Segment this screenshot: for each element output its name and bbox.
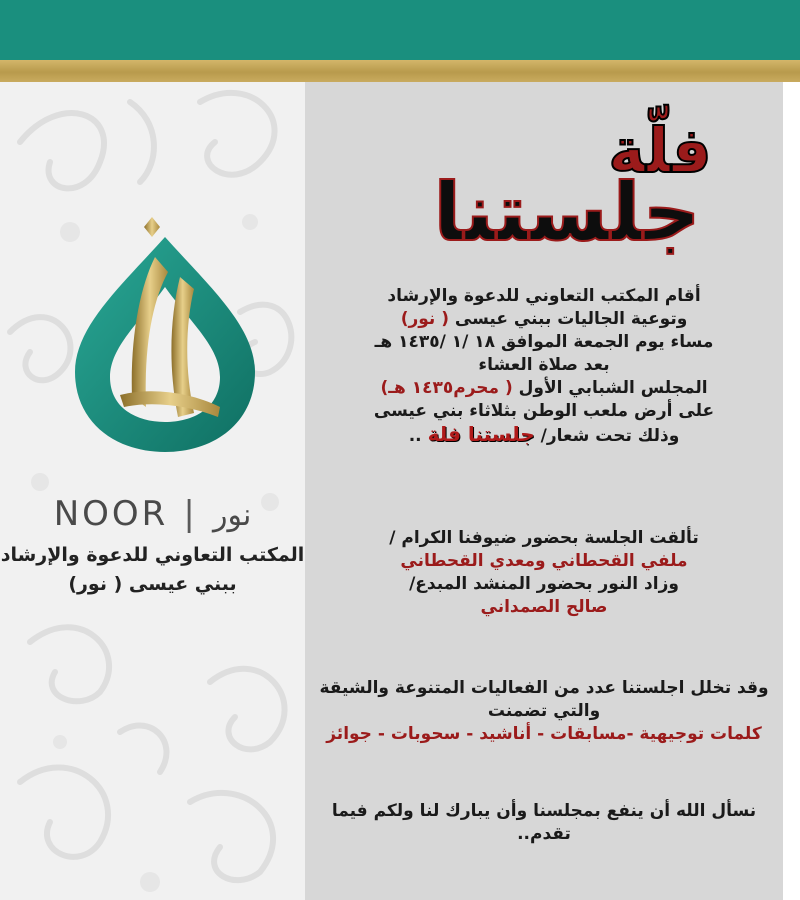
top-teal-bar	[0, 0, 800, 60]
p1-line-5-highlight: ( محرم١٤٣٥ هـ)	[380, 378, 513, 398]
gold-divider-bar	[0, 60, 800, 82]
office-line-2: ببني عيسى ( نور)	[68, 573, 237, 595]
paragraph-closing	[305, 800, 783, 846]
title-top-word: فلّة	[608, 114, 712, 187]
brand-name	[0, 494, 305, 534]
p1-line-7-text: وذلك تحت شعار/	[540, 426, 680, 446]
p4-line-1: نسأل الله أن ينفع بمجلسنا وأن يبارك لنا ولكم فيما	[331, 801, 757, 821]
paragraph-guests	[305, 527, 783, 619]
p2-line-1: تألقت الجلسة بحضور ضيوفنا الكرام /	[389, 528, 699, 548]
office-line-1: المكتب التعاوني للدعوة والإرشاد	[0, 544, 305, 566]
left-panel	[0, 82, 305, 900]
p2-line-2: ملفي القحطاني ومعدي القحطاني	[400, 551, 688, 571]
brand-separator: |	[183, 494, 198, 534]
paragraph-activities	[305, 677, 783, 746]
p1-line-6: على أرض ملعب الوطن بثلاثاء بني عيسى	[373, 401, 715, 421]
p3-line-3: كلمات توجيهية -مسابقات - أناشيد - سحوبات - جوائز	[326, 724, 762, 744]
p1-line-5	[305, 377, 783, 400]
p1-line-7	[305, 423, 783, 448]
p2-line-4: صالح الصمداني	[480, 597, 608, 617]
brand-arabic: نور	[212, 498, 252, 533]
p1-line-3: مساء يوم الجمعة الموافق ١٨ /١ /١٤٣٥ هـ	[374, 332, 714, 352]
p1-line-5-text: المجلس الشبابي الأول	[518, 378, 708, 398]
p1-line-2	[305, 308, 783, 331]
p1-line-1: أقام المكتب التعاوني للدعوة والإرشاد	[387, 286, 701, 306]
p1-slogan: جلستنا فلة	[427, 422, 535, 446]
brand-english: NOOR	[53, 494, 169, 534]
office-name	[0, 540, 305, 598]
p1-line-4: بعد صلاة العشاء	[478, 355, 610, 375]
noor-logo	[60, 217, 270, 457]
event-title	[305, 102, 783, 272]
p2-line-3: وزاد النور بحضور المنشد المبدع/	[409, 574, 679, 594]
p4-line-2: تقدم..	[517, 824, 571, 844]
right-panel	[305, 82, 783, 900]
paragraph-event-details	[305, 285, 783, 448]
title-main-word: جلستنا	[433, 166, 701, 259]
p1-line-2-highlight: ( نور)	[400, 309, 449, 329]
p3-line-1: وقد تخلل اجلستنا عدد من الفعاليات المتنوعة والشيقة	[319, 678, 769, 698]
p1-line-2-text: وتوعية الجاليات ببني عيسى	[454, 309, 688, 329]
right-margin	[783, 82, 800, 900]
floral-pattern-background	[0, 82, 305, 900]
p3-line-2: والتي تضمنت	[487, 701, 601, 721]
p1-line-7-end: ..	[408, 426, 422, 446]
